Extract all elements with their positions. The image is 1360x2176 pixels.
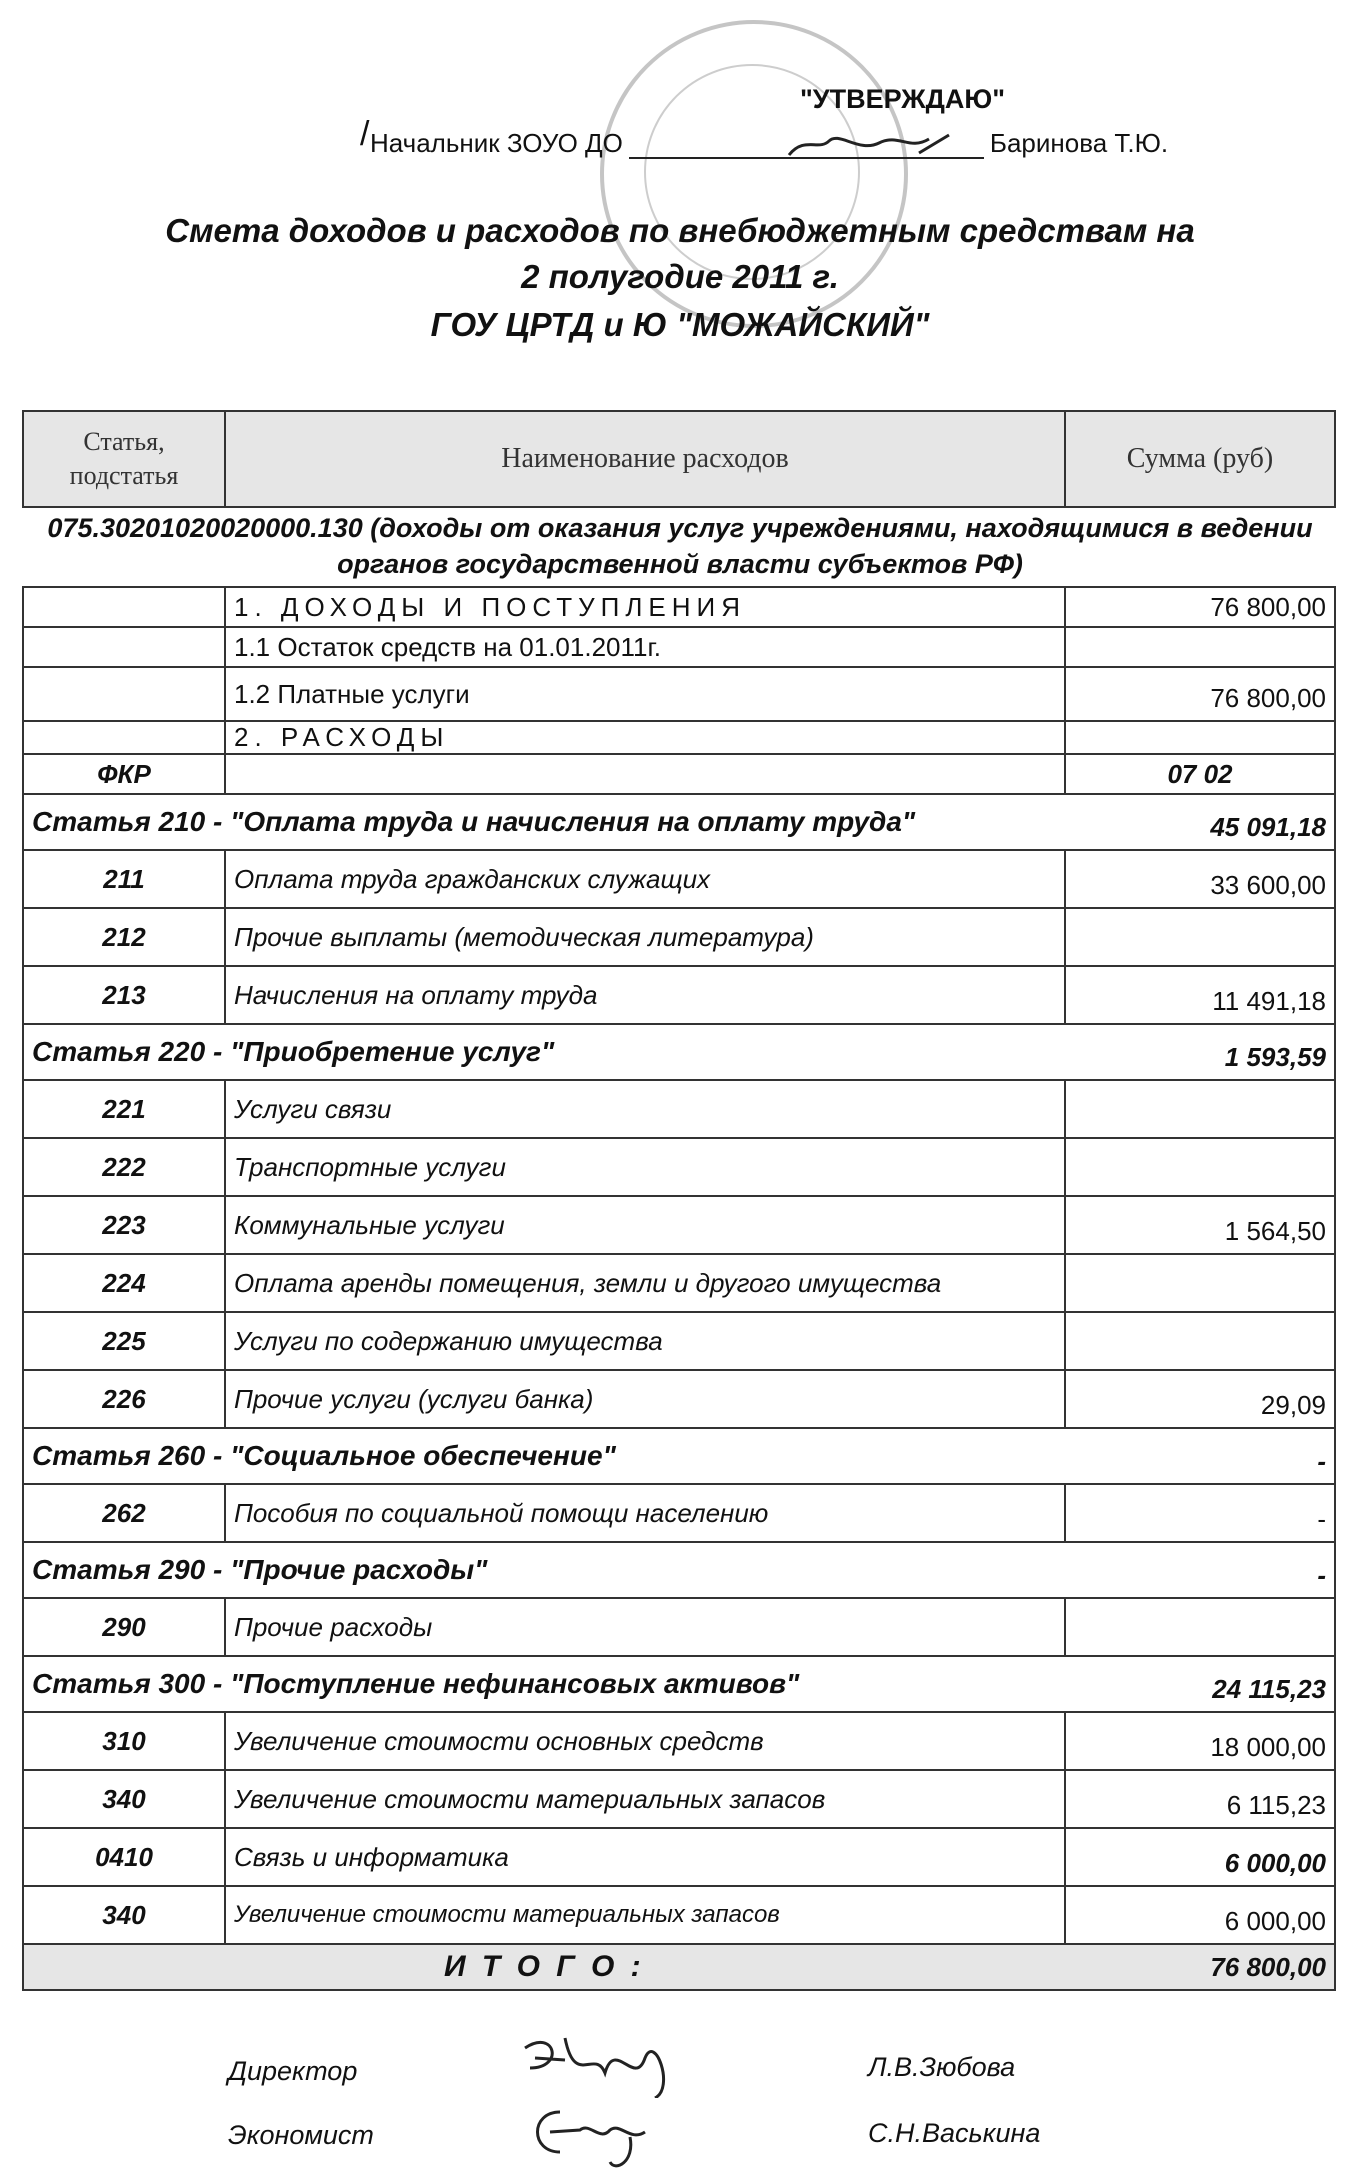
- director-name: Л.В.Зюбова: [868, 2052, 1016, 2082]
- section-title: Статья 290 - "Прочие расходы": [23, 1542, 1065, 1598]
- line-item-row: [23, 1080, 1335, 1138]
- economist-role: Экономист: [228, 2120, 374, 2150]
- director-signature: [505, 2028, 725, 2098]
- section-row: [23, 1428, 1335, 1484]
- line-amount: [1065, 908, 1335, 966]
- line-amount: 6 000,00: [1065, 1828, 1335, 1886]
- line-code: 211: [23, 850, 225, 908]
- section-title: Статья 210 - "Оплата труда и начисления на оплату труда": [23, 794, 1065, 850]
- line-name: Прочие выплаты (методическая литература): [225, 908, 1065, 966]
- line-name: Услуги связи: [225, 1080, 1065, 1138]
- line-item-row: [23, 1312, 1335, 1370]
- row-name: 1.2 Платные услуги: [225, 667, 1065, 721]
- line-item-row: [23, 1138, 1335, 1196]
- line-code: 262: [23, 1484, 225, 1542]
- line-code: 0410: [23, 1828, 225, 1886]
- line-item-row: [23, 966, 1335, 1024]
- row-amount: 76 800,00: [1065, 587, 1335, 627]
- line-code: 221: [23, 1080, 225, 1138]
- approval-row: [370, 128, 1168, 159]
- fkr-label: ФКР: [23, 754, 225, 794]
- section-amount: -: [1065, 1428, 1335, 1484]
- budget-table-body: [23, 587, 1335, 1990]
- line-code: 212: [23, 908, 225, 966]
- document-title-line2: 2 полугодие 2011 г.: [521, 258, 839, 295]
- line-name: Услуги по содержанию имущества: [225, 1312, 1065, 1370]
- economist-signature: [520, 2092, 680, 2172]
- line-amount: 18 000,00: [1065, 1712, 1335, 1770]
- budget-code: 075.30201020020000.130 (доходы от оказания услуг учреждениями, находящимися в ведении органов государственной власти субъектов РФ): [47, 513, 1313, 579]
- line-code: 290: [23, 1598, 225, 1656]
- header-article: Статья, подстатья: [23, 411, 225, 507]
- line-name: Транспортные услуги: [225, 1138, 1065, 1196]
- header-name: Наименование расходов: [225, 411, 1065, 507]
- row-name: 1.1 Остаток средств на 01.01.2011г.: [225, 627, 1065, 667]
- section-title: Статья 220 - "Приобретение услуг": [23, 1024, 1065, 1080]
- line-amount: 6 115,23: [1065, 1770, 1335, 1828]
- row-amount: [1065, 627, 1335, 667]
- line-code: 310: [23, 1712, 225, 1770]
- fkr-empty: [225, 754, 1065, 794]
- section-row: [23, 1542, 1335, 1598]
- section-row: [23, 794, 1335, 850]
- document-title-line3: ГОУ ЦРТД и Ю "МОЖАЙСКИЙ": [430, 306, 930, 343]
- row-name: 2. РАСХОДЫ: [225, 721, 1065, 754]
- section-amount: 24 115,23: [1065, 1656, 1335, 1712]
- approve-label: "УТВЕРЖДАЮ": [800, 84, 1006, 114]
- line-amount: [1065, 1138, 1335, 1196]
- line-code: 223: [23, 1196, 225, 1254]
- line-amount: 29,09: [1065, 1370, 1335, 1428]
- section-amount: 45 091,18: [1065, 794, 1335, 850]
- line-code: 222: [23, 1138, 225, 1196]
- total-amount: 76 800,00: [1065, 1944, 1335, 1990]
- budget-table: [22, 586, 1336, 1991]
- line-code: 213: [23, 966, 225, 1024]
- section-title: Статья 300 - "Поступление нефинансовых активов": [23, 1656, 1065, 1712]
- income-row: [23, 667, 1335, 721]
- line-item-row: [23, 1484, 1335, 1542]
- row-code: [23, 721, 225, 754]
- header-table: [22, 410, 1336, 508]
- line-name: Начисления на оплату труда: [225, 966, 1065, 1024]
- row-name: 1. ДОХОДЫ И ПОСТУПЛЕНИЯ: [225, 587, 1065, 627]
- line-item-row: [23, 850, 1335, 908]
- line-name: Коммунальные услуги: [225, 1196, 1065, 1254]
- row-amount: [1065, 721, 1335, 754]
- line-code: 340: [23, 1770, 225, 1828]
- line-code: 224: [23, 1254, 225, 1312]
- line-item-row: [23, 1828, 1335, 1886]
- line-amount: 6 000,00: [1065, 1886, 1335, 1944]
- line-name: Увеличение стоимости основных средств: [225, 1712, 1065, 1770]
- line-amount: [1065, 1080, 1335, 1138]
- line-item-row: [23, 1196, 1335, 1254]
- row-code: [23, 667, 225, 721]
- income-row: [23, 627, 1335, 667]
- line-name: Пособия по социальной помощи населению: [225, 1484, 1065, 1542]
- line-amount: 11 491,18: [1065, 966, 1335, 1024]
- line-name: Оплата аренды помещения, земли и другого имущества: [225, 1254, 1065, 1312]
- approver-position: Начальник ЗОУО ДО: [370, 128, 623, 158]
- line-name: Связь и информатика: [225, 1828, 1065, 1886]
- line-amount: 33 600,00: [1065, 850, 1335, 908]
- approver-name: Баринова Т.Ю.: [989, 128, 1169, 158]
- row-amount: 76 800,00: [1065, 667, 1335, 721]
- row-code: [23, 587, 225, 627]
- line-code: 340: [23, 1886, 225, 1944]
- line-code: 226: [23, 1370, 225, 1428]
- line-code: 225: [23, 1312, 225, 1370]
- line-amount: 1 564,50: [1065, 1196, 1335, 1254]
- total-label: И Т О Г О :: [23, 1944, 1065, 1990]
- document-title-line1: Смета доходов и расходов по внебюджетным средствам на: [165, 212, 1195, 249]
- line-item-row: [23, 908, 1335, 966]
- section-row: [23, 1656, 1335, 1712]
- header-sum: Сумма (руб): [1065, 411, 1335, 507]
- line-item-row: [23, 1598, 1335, 1656]
- section-title: Статья 260 - "Социальное обеспечение": [23, 1428, 1065, 1484]
- line-name: Оплата труда гражданских служащих: [225, 850, 1065, 908]
- line-item-row: [23, 1770, 1335, 1828]
- income-row: [23, 721, 1335, 754]
- line-name: Прочие услуги (услуги банка): [225, 1370, 1065, 1428]
- line-item-row: [23, 1886, 1335, 1944]
- total-row: [23, 1944, 1335, 1990]
- row-code: [23, 627, 225, 667]
- director-role: Директор: [228, 2056, 358, 2086]
- signature-line: [629, 131, 984, 159]
- approver-signature: [629, 131, 984, 161]
- fkr-row: [23, 754, 1335, 794]
- line-amount: [1065, 1254, 1335, 1312]
- line-name: Увеличение стоимости материальных запасов: [225, 1770, 1065, 1828]
- line-amount: -: [1065, 1484, 1335, 1542]
- line-amount: [1065, 1598, 1335, 1656]
- section-amount: -: [1065, 1542, 1335, 1598]
- income-row: [23, 587, 1335, 627]
- tick-mark: /: [360, 115, 370, 153]
- line-amount: [1065, 1312, 1335, 1370]
- section-amount: 1 593,59: [1065, 1024, 1335, 1080]
- line-name: Увеличение стоимости материальных запасов: [225, 1886, 1065, 1944]
- line-item-row: [23, 1712, 1335, 1770]
- economist-name: С.Н.Васькина: [868, 2118, 1041, 2148]
- line-name: Прочие расходы: [225, 1598, 1065, 1656]
- line-item-row: [23, 1370, 1335, 1428]
- fkr-value: 07 02: [1065, 754, 1335, 794]
- section-row: [23, 1024, 1335, 1080]
- line-item-row: [23, 1254, 1335, 1312]
